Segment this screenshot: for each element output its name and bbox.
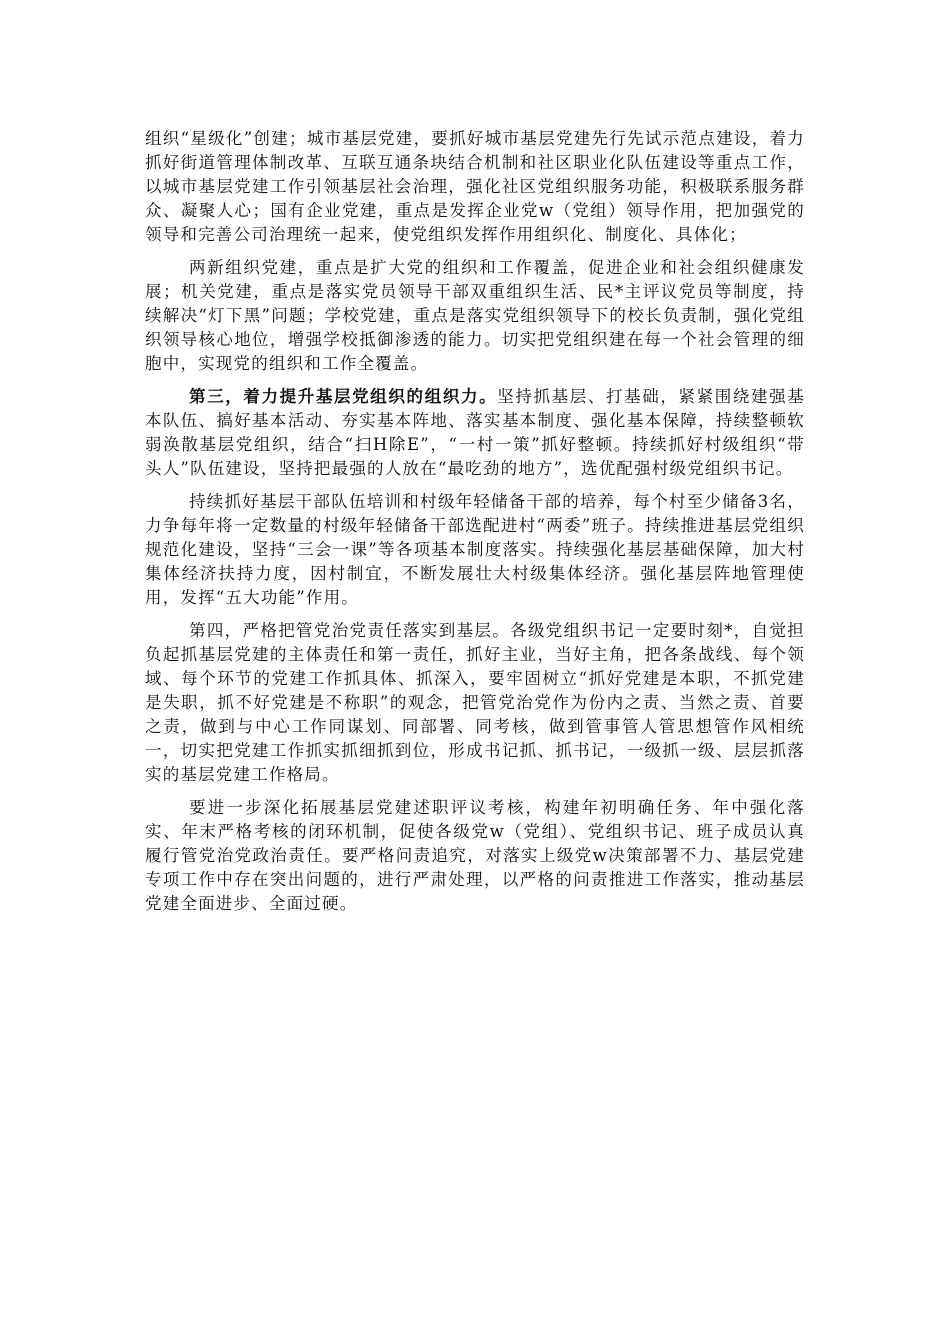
paragraph-3-heading: 第三，着力提升基层党组织的组织力。 xyxy=(189,387,498,406)
document-page xyxy=(145,127,805,925)
paragraph-1-text: 组织“星级化”创建；城市基层党建，要抓好城市基层党建先行先试示范点建设，着力抓好街道管理体制改革、互联互通条块结合机制和社区职业化队伍建设等重点工作，以城市基层党建工作引领基层社会治理，强化社区党组织服务功能，积极联系服务群众、凝聚人心；国有企业党建，重点是发挥企业党w（党组）领导作用，把加强党的领导和完善公司治理统一起来，使党组织发挥作用组织化、制度化、具体化； xyxy=(145,129,805,244)
paragraph-2-text: 两新组织党建，重点是扩大党的组织和工作覆盖，促进企业和社会组织健康发展；机关党建，重点是落实党员领导干部双重组织生活、民*主评议党员等制度，持续解决“灯下黑”问题；学校党建，重点是落实党组织领导下的校长负责制，强化党组织领导核心地位，增强学校抵御渗透的能力。切实把党组织建在每一个社会管理的细胞中，实现党的组织和工作全覆盖。 xyxy=(145,258,805,373)
paragraph-2 xyxy=(145,256,805,376)
paragraph-3-text: 坚持抓基层、打基础，紧紧围绕建强基本队伍、搞好基本活动、夯实基本阵地、落实基本制度、强化基本保障，持续整顿软弱涣散基层党组织，结合“扫H除E”，“一村一策”抓好整顿。持续抓好村级组织“带头人”队伍建设，坚持把最强的人放在“最吃劲的地方”，选优配强村级党组织书记。 xyxy=(145,387,805,478)
paragraph-1 xyxy=(145,127,805,247)
paragraph-5 xyxy=(145,619,805,787)
paragraph-4-text: 持续抓好基层干部队伍培训和村级年轻储备干部的培养，每个村至少储备3名，力争每年将一定数量的村级年轻储备干部选配进村“两委”班子。持续推进基层党组织规范化建设，坚持“三会一课”等各项基本制度落实。持续强化基层基础保障，加大村集体经济扶持力度，因村制宜，不断发展壮大村级集体经济。强化基层阵地管理使用，发挥“五大功能”作用。 xyxy=(145,492,805,607)
paragraph-3 xyxy=(145,385,805,481)
paragraph-6-text: 要进一步深化拓展基层党建述职评议考核，构建年初明确任务、年中强化落实、年末严格考核的闭环机制，促使各级党w（党组）、党组织书记、班子成员认真履行管党治党政治责任。要严格问责追究，对落实上级党w决策部署不力、基层党建专项工作中存在突出问题的，进行严肃处理，以严格的问责推进工作落实，推动基层党建全面进步、全面过硬。 xyxy=(145,798,805,913)
paragraph-4 xyxy=(145,490,805,610)
paragraph-5-text: 第四，严格把管党治党责任落实到基层。各级党组织书记一定要时刻*，自觉担负起抓基层党建的主体责任和第一责任，抓好主业，当好主角，把各条战线、每个领域、每个环节的党建工作抓具体、抓深入，要牢固树立“抓好党建是本职，不抓党建是失职，抓不好党建是不称职”的观念，把管党治党作为份内之责、当然之责、首要之责，做到与中心工作同谋划、同部署、同考核，做到管事管人管思想管作风相统一，切实把党建工作抓实抓细抓到位，形成书记抓、抓书记，一级抓一级、层层抓落实的基层党建工作格局。 xyxy=(145,621,805,784)
paragraph-6 xyxy=(145,796,805,916)
